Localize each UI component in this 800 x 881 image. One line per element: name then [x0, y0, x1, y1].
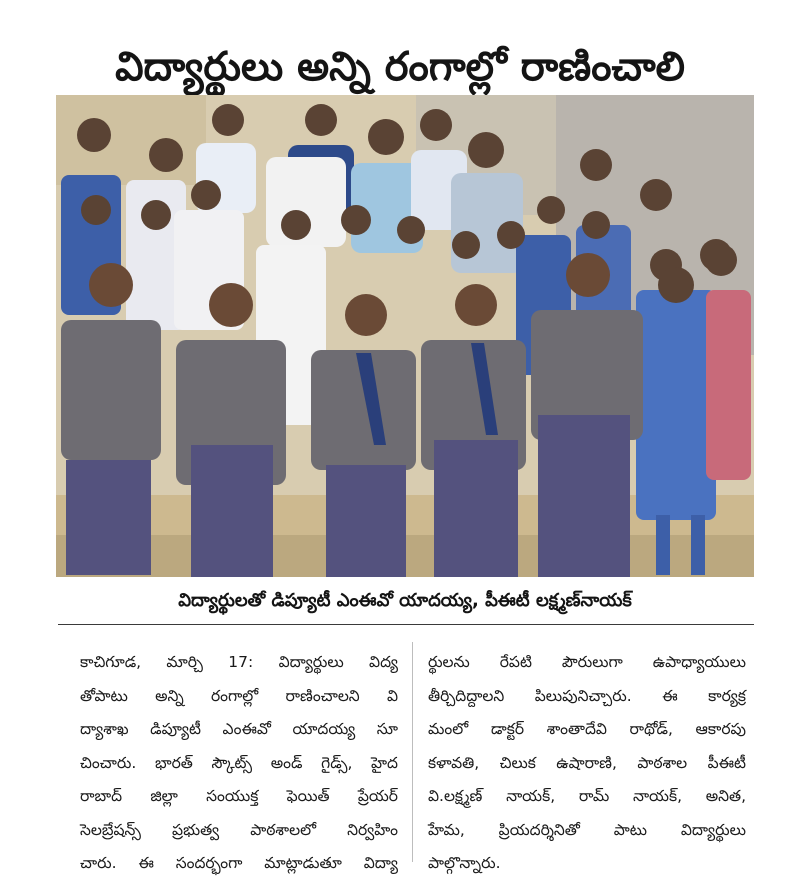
group-photo — [56, 95, 754, 577]
body-line: పాల్గొన్నారు. — [428, 854, 501, 872]
body-line: ర్థులను రేపటి పౌరులుగా ఉపాధ్యాయులు — [428, 653, 746, 671]
caption-rule — [58, 624, 754, 625]
body-line: వి.లక్ష్మణ్ నాయక్, రామ్ నాయక్, అనిత, — [428, 787, 746, 805]
body-line: తోపాటు అన్ని రంగాల్లో రాణించాలని వి — [80, 686, 398, 705]
body-line: చారు. ఈ సందర్భంగా మాట్లాడుతూ విద్యా — [80, 854, 398, 872]
headline: విద్యార్థులు అన్ని రంగాల్లో రాణించాలి — [115, 43, 685, 90]
article-column-2 — [428, 646, 746, 881]
photo-caption: విద్యార్థులతో డిప్యూటీ ఎంఈవో యాదయ్య, పీఈటీ లక్ష్మణ్‌నాయక్ — [178, 589, 632, 611]
body-line: కాచిగూడ, మార్చి 17: విద్యార్థులు విద్య — [80, 653, 398, 671]
body-line: ద్యాశాఖ డిప్యూటీ ఎంఈవో యాదయ్య సూ — [80, 720, 398, 738]
article-column-1 — [80, 646, 398, 881]
body-line: చించారు. భారత్ స్కౌట్స్ అండ్ గైడ్స్, హైద — [80, 753, 398, 772]
column-divider — [412, 642, 413, 862]
body-line: హేమ, ప్రియదర్శినితో పాటు విద్యార్థులు — [428, 820, 746, 839]
body-line: మంలో డాక్టర్ శాంతాదేవి రాథోడ్, ఆకారపు — [428, 720, 746, 738]
body-line: సెలబ్రేషన్స్ ప్రభుత్వ పాఠశాలలో నిర్వహిం — [80, 820, 398, 839]
body-line: కళావతి, చిలుక ఉషారాణి, పాఠశాల పీఈటీ — [428, 753, 746, 772]
body-line: తీర్చిదిద్దాలని పిలుపునిచ్చారు. ఈ కార్యక్ర — [428, 686, 746, 705]
body-line: రాబాద్ జిల్లా సంయుక్త ఫెయిత్ ప్రేయర్ — [80, 787, 398, 805]
